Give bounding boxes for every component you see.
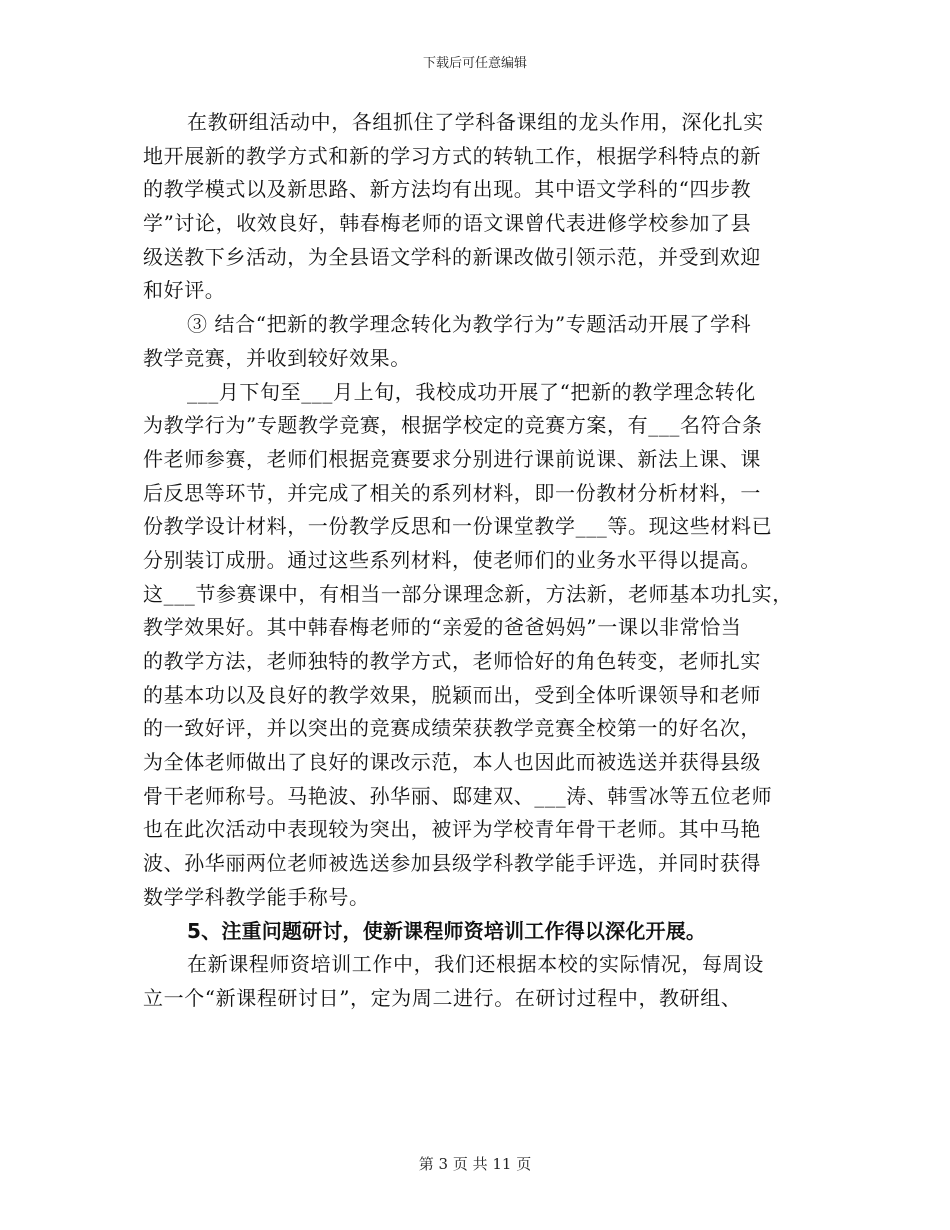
text-line: 在教研组活动中，各组抓住了学科备课组的龙头作用，深化扎实 (187, 110, 764, 134)
document-body (143, 106, 813, 1016)
text-line: 为全体老师做出了良好的课改示范，本人也因此而被选送并获得县级 (143, 750, 761, 775)
text-line: ___月下旬至___月上旬，我校成功开展了“把新的教学理念转化 (187, 379, 756, 404)
text-line: 立一个“新课程研讨日”，定为周二进行。在研讨过程中，教研组、 (143, 985, 742, 1010)
text-line: 的一致好评，并以突出的竞赛成绩荣获教学竞赛全校第一的好名次， (143, 716, 761, 741)
text-line: 这___节参赛课中，有相当一部分课理念新，方法新，老师基本功扎实， (143, 581, 793, 606)
text-line: 的教学模式以及新思路、新方法均有出现。其中语文学科的“四步教 (143, 177, 752, 202)
text-line: 件老师参赛，老师们根据竞赛要求分别进行课前说课、新法上课、课 (143, 446, 761, 471)
text-line: 数学学科教学能手称号。 (143, 884, 370, 909)
text-line: 在新课程师资培训工作中，我们还根据本校的实际情况，每周设 (187, 952, 764, 977)
text-line: 和好评。 (143, 278, 226, 303)
text-line: 波、孙华丽两位老师被选送参加县级学科教学能手评选，并同时获得 (143, 851, 761, 876)
text-line: 后反思等环节，并完成了相关的系列材料，即一份教材分析材料，一 (143, 480, 761, 505)
text-line: 地开展新的教学方式和新的学习方式的转轨工作，根据学科特点的新 (143, 143, 761, 168)
page-footer: 第 3 页 共 11 页 (418, 1155, 532, 1173)
text-line: 分别装订成册。通过这些系列材料，使老师们的业务水平得以提高。 (143, 547, 761, 572)
text-line: 的基本功以及良好的教学效果，脱颖而出，受到全体听课领导和老师 (143, 682, 761, 707)
text-line: 份教学设计材料，一份教学反思和一份课堂教学___等。现这些材料已 (143, 514, 773, 539)
page-header: 下载后可任意编辑 (422, 56, 527, 71)
section-heading: 5、注重问题研讨，使新课程师资培训工作得以深化开展。 (187, 918, 707, 943)
text-line: 的教学方法，老师独特的教学方式，老师恰好的角色转变，老师扎实 (143, 649, 761, 673)
text-line: 为教学行为”专题教学竞赛，根据学校定的竞赛方案，有___名符合条 (143, 413, 763, 438)
text-line: 教学竞赛，并收到较好效果。 (143, 345, 411, 370)
text-line: ③ 结合“把新的教学理念转化为教学行为”专题活动开展了学科 (187, 312, 752, 337)
text-line: 骨干老师称号。马艳波、孙华丽、邸建双、___涛、韩雪冰等五位老师 (143, 783, 773, 808)
text-line: 也在此次活动中表现较为突出，被评为学校青年骨干老师。其中马艳 (143, 817, 761, 842)
text-line: 教学效果好。其中韩春梅老师的“亲爱的爸爸妈妈”一课以非常恰当 (143, 615, 742, 640)
text-line: 级送教下乡活动，为全县语文学科的新课改做引领示范，并受到欢迎 (143, 244, 761, 269)
text-line: 学”讨论，收效良好，韩春梅老师的语文课曾代表进修学校参加了县 (143, 211, 752, 236)
